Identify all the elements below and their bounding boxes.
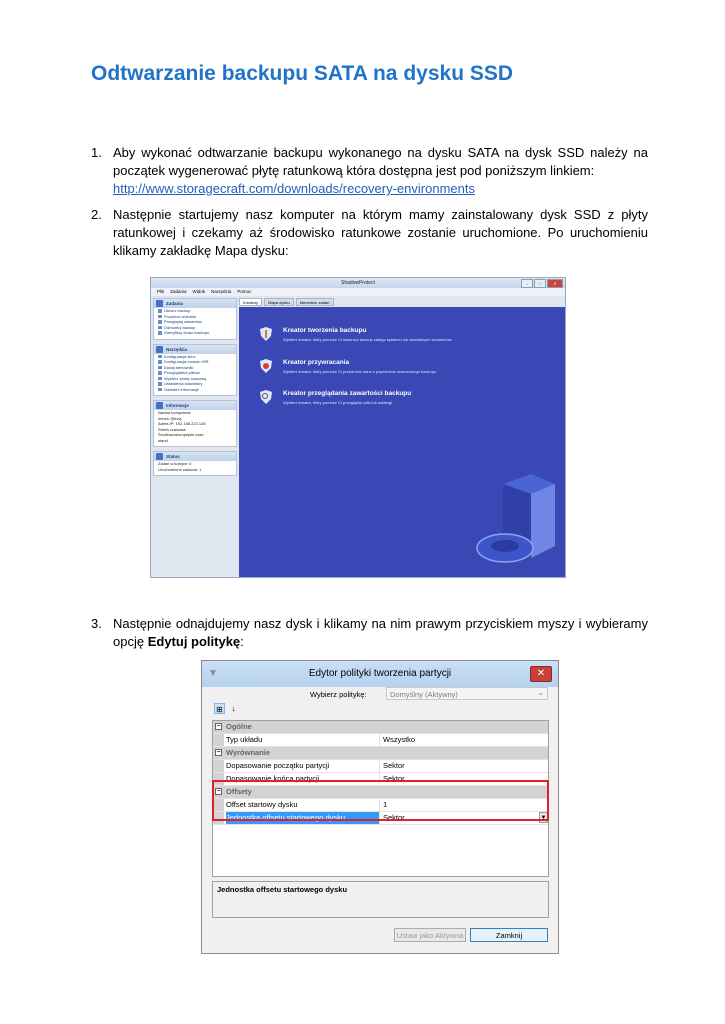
property-name: Typ układu xyxy=(226,734,380,746)
tool-keyboard[interactable]: Ustawienia klawiatury xyxy=(154,381,236,387)
pe-titlebar xyxy=(202,661,558,687)
sp-window-controls xyxy=(521,279,563,288)
property-value[interactable]: Sektor xyxy=(383,813,405,822)
pe-toolbar xyxy=(214,703,239,714)
shield-icon xyxy=(259,327,273,341)
info-line: Adres IP: 192.168.222.128 xyxy=(158,421,206,426)
shadowprotect-logo xyxy=(475,474,555,569)
step-1-text: Aby wykonać odtwarzanie backupu wykonanego na dysku SATA na dysk SSD należy na początek wygenerować płytę ratunkową która dostępna jest pod poniższym linkiem: xyxy=(113,145,648,178)
category-row[interactable] xyxy=(213,747,548,760)
category-name: Offsety xyxy=(226,787,252,796)
step-number: 3. xyxy=(91,616,102,631)
wizard-title: Kreator przeglądania zawartości backupu xyxy=(283,390,412,397)
panel-header[interactable]: Status xyxy=(154,452,236,461)
property-name: Dopasowanie początku partycji xyxy=(226,760,380,772)
panel-zadania xyxy=(153,298,237,340)
policy-select[interactable]: Domyślny (Aktywny) ⌄ xyxy=(386,687,548,700)
collapse-icon[interactable]: − xyxy=(216,723,221,730)
property-description: Jednostka offsetu startowego dysku xyxy=(212,881,549,918)
property-row[interactable] xyxy=(213,799,548,812)
task-create-backup[interactable]: Utwórz backup xyxy=(154,308,236,314)
step-number: 1. xyxy=(91,145,102,160)
sp-tabs xyxy=(239,298,334,306)
info-line: Strefa czasowa: xyxy=(158,426,187,432)
menu-plik[interactable]: Plik xyxy=(157,289,165,294)
panel-header[interactable]: Informacje xyxy=(154,401,236,410)
task-explore[interactable]: Przeglądaj zawartość xyxy=(154,319,236,325)
wizard-desc: Wybierz kreator, który pomoże Ci przywrócić dane z poprzednio utworzonego backupu. xyxy=(283,369,438,374)
panel-narzedzia xyxy=(153,344,237,397)
property-name: Offset startowy dysku xyxy=(226,799,380,811)
sp-sidebar xyxy=(153,298,237,575)
minimize-icon[interactable]: – xyxy=(521,279,533,288)
sp-titlebar xyxy=(151,278,565,288)
row-gutter xyxy=(213,734,224,746)
panel-informacje xyxy=(153,400,237,447)
pe-window-title: Edytor polityki tworzenia partycji xyxy=(308,668,452,679)
info-line: Środkowoeuropejski czas xyxy=(158,432,204,437)
task-restore-volume[interactable]: Przywróć wolumin xyxy=(154,314,236,320)
menu-zadania[interactable]: Zadania xyxy=(170,289,187,294)
panel-status xyxy=(153,451,237,476)
wizard-desc: Wybierz kreator, który pomoże Ci przeglądać pliki lub katalogi. xyxy=(283,400,394,405)
tab-kreatory[interactable]: Kreatory xyxy=(239,298,262,306)
row-gutter xyxy=(213,799,224,811)
property-row[interactable] xyxy=(213,760,548,773)
tab-mapa-dysku[interactable]: Mapa dysku xyxy=(264,298,294,306)
status-line: Zadań w kolejce: 0 xyxy=(158,461,192,466)
property-grid xyxy=(212,720,549,877)
step-number: 2. xyxy=(91,207,102,222)
close-icon[interactable]: ✕ xyxy=(530,666,552,682)
category-name: Ogólne xyxy=(226,722,252,731)
tool-hir[interactable]: Konfiguracja modułu HIR xyxy=(154,359,236,365)
wizard-desc: Wybierz kreator, który pomoże Ci utworzyć backup całego systemu lub określonych woluminów. xyxy=(283,337,453,342)
shield-icon xyxy=(259,359,273,373)
property-value[interactable]: 1 xyxy=(383,800,388,809)
tool-network[interactable]: Konfiguracja sieci xyxy=(154,354,236,360)
info-line: minint-7jhiovj xyxy=(158,415,182,421)
property-row[interactable] xyxy=(213,773,548,786)
recovery-environments-link[interactable]: http://www.storagecraft.com/downloads/recovery-environments xyxy=(113,181,475,196)
tool-drivers[interactable]: Dodaj sterowniki xyxy=(154,365,236,371)
info-line: stand. xyxy=(158,437,169,443)
panel-header[interactable]: Zadania xyxy=(154,299,236,308)
maximize-icon[interactable]: □ xyxy=(534,279,546,288)
app-icon: ▼ xyxy=(208,668,218,679)
task-dismount[interactable]: Odmontuj backup xyxy=(154,325,236,331)
close-button[interactable]: Zamknij xyxy=(470,928,548,942)
policy-editor-window xyxy=(201,660,559,954)
step-3-text xyxy=(113,615,648,651)
magnifier-icon xyxy=(259,390,273,404)
set-active-button[interactable]: Ustaw jako Aktywna xyxy=(394,928,466,942)
property-value[interactable]: Sektor xyxy=(383,774,405,783)
shadowprotect-screenshot xyxy=(150,277,566,578)
close-icon[interactable]: ✕ xyxy=(547,279,563,288)
tool-file-browser[interactable]: Przeglądarka plików xyxy=(154,370,236,376)
panel-header[interactable]: Narzędzia xyxy=(154,345,236,354)
menu-pomoc[interactable]: Pomoc xyxy=(237,289,252,294)
categorized-icon[interactable]: ⊞ xyxy=(214,703,225,714)
collapse-icon[interactable]: − xyxy=(216,749,221,756)
dropdown-arrow-icon[interactable]: ▼ xyxy=(539,812,548,823)
property-value[interactable]: Sektor xyxy=(383,761,405,770)
tab-menedzer-zadan[interactable]: Menedżer zadań xyxy=(296,298,334,306)
property-row-selected[interactable] xyxy=(213,812,548,825)
menu-widok[interactable]: Widok xyxy=(192,289,206,294)
property-row[interactable] xyxy=(213,734,548,747)
sp-menubar xyxy=(151,288,565,296)
property-name: Jednostka offsetu startowego dysku xyxy=(226,812,380,824)
step-3-text-after: : xyxy=(240,634,244,649)
wizard-title: Kreator przywracania xyxy=(283,359,350,366)
tool-timezone[interactable]: Wybierz strefę czasową xyxy=(154,376,236,382)
menu-narzedzia[interactable]: Narzędzia xyxy=(211,289,232,294)
category-name: Wyrównanie xyxy=(226,748,271,757)
status-line: Uruchomione zadania: 1 xyxy=(158,466,202,472)
step-3-bold-option: Edytuj politykę xyxy=(147,634,241,649)
tool-refresh[interactable]: Odśwież informacje xyxy=(154,387,236,393)
collapse-icon[interactable]: − xyxy=(216,788,221,795)
task-verify[interactable]: Zweryfikuj obraz backupu xyxy=(154,330,236,336)
step-2-text: Następnie startujemy nasz komputer na którym mamy zainstalowany dysk SSD z płyty ratunkowej i czekamy aż środowisko ratunkowe zostanie uruchomione. Po uruchomieniu klikamy zakładkę Mapa dysku: xyxy=(113,207,648,258)
row-gutter xyxy=(213,812,224,824)
category-row[interactable] xyxy=(213,721,548,734)
info-line: Nazwa komputera: xyxy=(158,410,192,415)
page-title: Odtwarzanie backupu SATA na dysku SSD xyxy=(91,62,514,85)
sp-wizard-area xyxy=(239,307,565,577)
property-name: Dopasowanie końca partycji xyxy=(226,773,380,785)
step-text xyxy=(113,144,648,198)
category-row[interactable] xyxy=(213,786,548,799)
property-value[interactable]: Wszystko xyxy=(383,735,416,744)
row-gutter xyxy=(213,760,224,772)
wizard-title: Kreator tworzenia backupu xyxy=(283,327,367,334)
sp-window-title: ShadowProtect xyxy=(341,280,375,286)
row-gutter xyxy=(213,773,224,785)
step-3-text-before: Następnie odnajdujemy nasz dysk i klikamy na nim prawym przyciskiem myszy i wybieramy opcję xyxy=(113,616,648,649)
policy-select-label: Wybierz politykę: xyxy=(310,690,367,699)
sort-alpha-icon[interactable]: ↓ xyxy=(231,704,236,713)
